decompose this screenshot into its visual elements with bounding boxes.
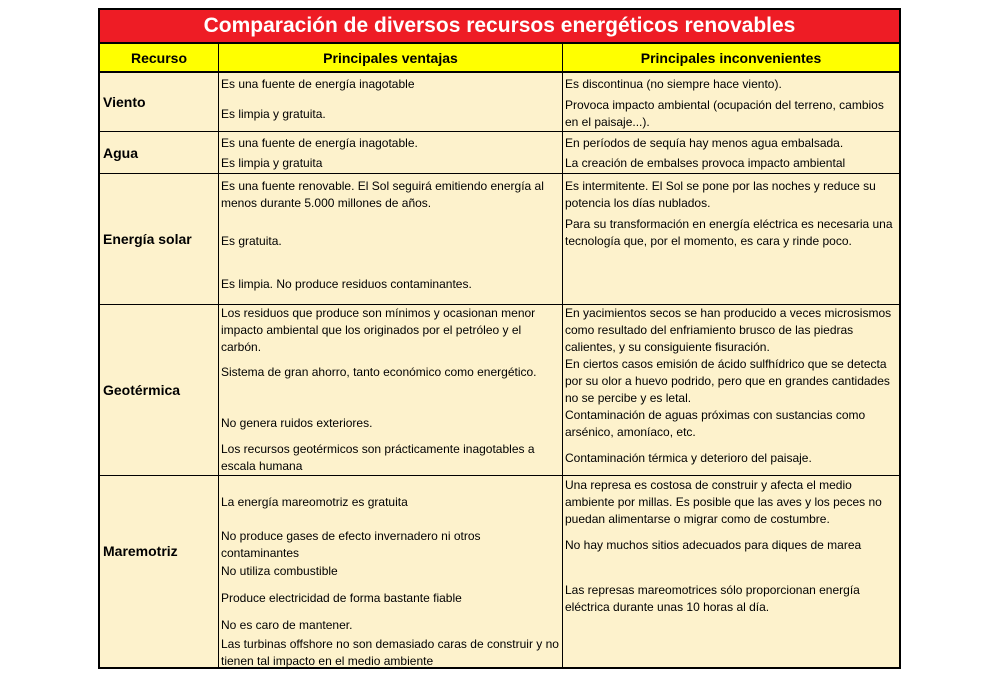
advantage-text: Las turbinas offshore no son demasiado caras de construir y no tienen tal impacto en el medio ambiente	[221, 637, 559, 668]
advantage-text: Es una fuente de energía inagotable	[221, 77, 415, 91]
advantage-text: La energía mareomotriz es gratuita	[221, 495, 408, 509]
disadvantage-text: Contaminación de aguas próximas con sustancias como arsénico, amoníaco, etc.	[565, 408, 866, 439]
advantage-text: Es limpia y gratuita.	[221, 107, 326, 121]
disadvantage-text: En yacimientos secos se han producido a veces microsismos como resultado del enfriamiento brusco de las piedras calientes, y su consiguiente fisuración.	[565, 306, 892, 354]
resource-name: Agua	[103, 145, 138, 161]
disadvantage-text: Una represa es costosa de construir y afecta el medio ambiente por millas. Es posible que las aves y los peces no puedan alimentarse o migrar como de costumbre.	[565, 478, 882, 526]
disadvantage-text: En ciertos casos emisión de ácido sulfhídrico que se detecta por su olor a huevo podrido, pero que en grandes cantidades no se percibe y es letal.	[565, 357, 890, 405]
disadvantage-text: Las represas mareomotrices sólo proporcionan energía eléctrica durante unas 10 horas al día.	[565, 583, 860, 614]
header-disadvantages: Principales inconvenientes	[563, 44, 899, 73]
comparison-table	[98, 8, 901, 669]
disadvantage-text: No hay muchos sitios adecuados para diques de marea	[565, 538, 862, 552]
resource-name: Energía solar	[103, 231, 192, 247]
advantage-text: Es limpia y gratuita	[221, 156, 323, 170]
header-resource: Recurso	[100, 44, 218, 73]
advantage-text: No produce gases de efecto invernadero ni otros contaminantes	[221, 529, 481, 560]
disadvantage-text: Para su transformación en energía eléctrica es necesaria una tecnología que, por el momento, es cara y rinde poco.	[565, 217, 893, 248]
advantage-text: Sistema de gran ahorro, tanto económico como energético.	[221, 365, 537, 379]
column-divider	[562, 44, 563, 667]
header-advantages: Principales ventajas	[219, 44, 562, 73]
row-divider	[100, 475, 899, 476]
resource-name: Viento	[103, 94, 146, 110]
advantage-text: Los residuos que produce son mínimos y ocasionan menor impacto ambiental que los originados por el petróleo y el carbón.	[221, 306, 536, 354]
disadvantage-text: Provoca impacto ambiental (ocupación del terreno, cambios en el paisaje...).	[565, 98, 884, 129]
disadvantage-text: Contaminación térmica y deterioro del paisaje.	[565, 451, 812, 465]
advantage-text: No utiliza combustible	[221, 564, 338, 578]
resource-name: Geotérmica	[103, 382, 181, 398]
advantage-text: Produce electricidad de forma bastante fiable	[221, 591, 462, 605]
resource-name: Maremotriz	[103, 543, 178, 559]
advantage-text: Los recursos geotérmicos son prácticamente inagotables a escala humana	[221, 442, 535, 473]
advantage-text: No es caro de mantener.	[221, 618, 353, 632]
disadvantage-text: Es discontinua (no siempre hace viento).	[565, 77, 782, 91]
advantage-text: Es limpia. No produce residuos contaminantes.	[221, 277, 472, 291]
advantage-text: Es una fuente de energía inagotable.	[221, 136, 418, 150]
column-divider	[218, 44, 219, 667]
disadvantage-text: En períodos de sequía hay menos agua embalsada.	[565, 136, 844, 150]
disadvantage-text: La creación de embalses provoca impacto ambiental	[565, 156, 846, 170]
advantage-text: Es una fuente renovable. El Sol seguirá emitiendo energía al menos durante 5.000 millones de años.	[221, 179, 544, 210]
table-title: Comparación de diversos recursos energéticos renovables	[100, 10, 899, 44]
advantage-text: No genera ruidos exteriores.	[221, 416, 373, 430]
row-divider	[100, 173, 899, 174]
disadvantage-text: Es intermitente. El Sol se pone por las noches y reduce su potencia los días nublados.	[565, 179, 876, 210]
row-divider	[100, 131, 899, 132]
advantage-text: Es gratuita.	[221, 234, 282, 248]
